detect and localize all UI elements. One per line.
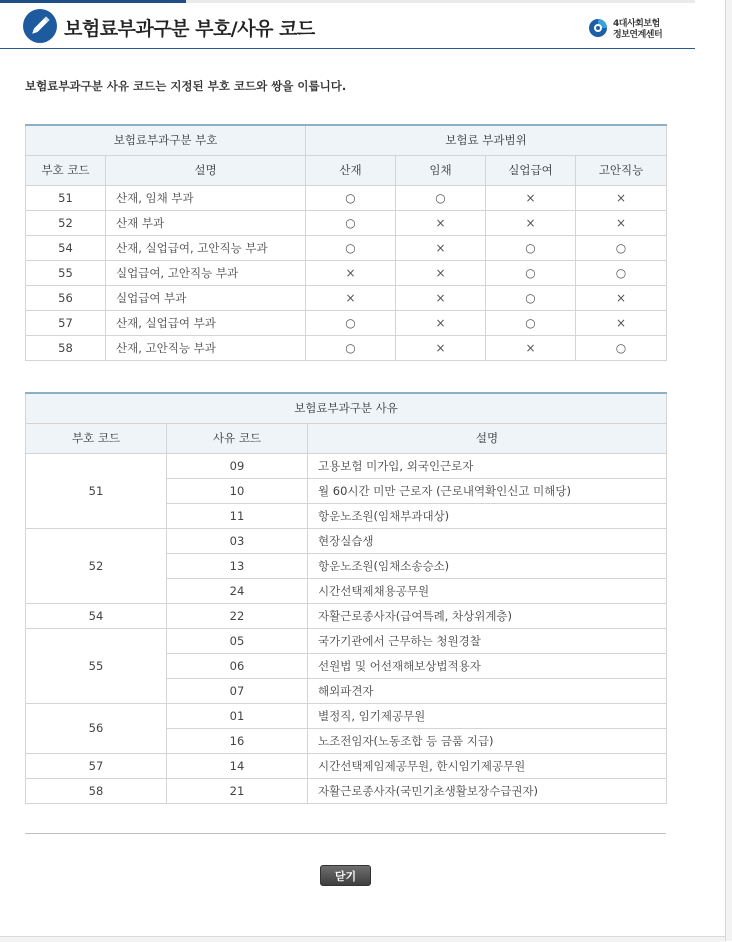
employment-stability-mark: ○ (576, 235, 667, 260)
table-row (26, 528, 667, 553)
social-insurance-logo-icon (588, 18, 608, 38)
employment-stability-mark: × (576, 210, 667, 235)
code-cell: 54 (26, 235, 106, 260)
reason-code-cell: 21 (167, 778, 308, 803)
sanjae-mark: ○ (306, 235, 396, 260)
desc-cell: 노조전임자(노동조합 등 금품 지급) (308, 728, 667, 753)
col-header-desc: 설명 (106, 155, 306, 185)
imchae-mark: × (396, 285, 486, 310)
reason-code-cell: 13 (167, 553, 308, 578)
employment-stability-mark: ○ (576, 335, 667, 360)
table-row (26, 210, 667, 235)
reason-table (25, 392, 667, 804)
imchae-mark: × (396, 310, 486, 335)
table-row (26, 285, 667, 310)
table-row (26, 778, 667, 803)
sanjae-mark: ○ (306, 185, 396, 210)
unemployment-mark: × (486, 210, 576, 235)
col-header-imchae: 임채 (396, 155, 486, 185)
coverage-group-header: 보험료 부과범위 (306, 125, 667, 155)
close-button[interactable]: 닫기 (320, 865, 371, 886)
reason-code-cell: 05 (167, 628, 308, 653)
col-header-reason-code: 사유 코드 (167, 423, 308, 453)
unemployment-mark: × (486, 185, 576, 210)
imchae-mark: × (396, 235, 486, 260)
employment-stability-mark: × (576, 310, 667, 335)
col-header-unemployment: 실업급여 (486, 155, 576, 185)
unemployment-mark: ○ (486, 235, 576, 260)
pencil-icon (23, 9, 57, 43)
imchae-mark: ○ (396, 185, 486, 210)
col-header-code: 부호 코드 (26, 423, 167, 453)
reason-code-cell: 06 (167, 653, 308, 678)
desc-cell: 별정직, 임기제공무원 (308, 703, 667, 728)
table-row (26, 603, 667, 628)
reason-code-cell: 16 (167, 728, 308, 753)
code-cell: 57 (26, 310, 106, 335)
reason-code-cell: 11 (167, 503, 308, 528)
desc-cell: 현장실습생 (308, 528, 667, 553)
sanjae-mark: ○ (306, 310, 396, 335)
desc-cell: 산재, 실업급여, 고안직능 부과 (106, 235, 306, 260)
table-row (26, 335, 667, 360)
divider (25, 833, 666, 834)
imchae-mark: × (396, 210, 486, 235)
employment-stability-mark: × (576, 285, 667, 310)
employment-stability-mark: ○ (576, 260, 667, 285)
col-header-desc: 설명 (308, 423, 667, 453)
code-cell: 51 (26, 453, 167, 528)
imchae-mark: × (396, 335, 486, 360)
desc-cell: 산재 부과 (106, 210, 306, 235)
reason-code-cell: 24 (167, 578, 308, 603)
desc-cell: 해외파견자 (308, 678, 667, 703)
logo-text-line2: 정보연계센터 (613, 30, 663, 40)
desc-cell: 자활근로종사자(국민기초생활보장수급권자) (308, 778, 667, 803)
desc-cell: 산재, 고안직능 부과 (106, 335, 306, 360)
intro-text: 보험료부과구분 사유 코드는 지정된 부호 코드와 쌍을 이룹니다. (25, 79, 347, 93)
code-cell: 52 (26, 210, 106, 235)
desc-cell: 자활근로종사자(급여특례, 차상위계층) (308, 603, 667, 628)
desc-cell: 실업급여, 고안직능 부과 (106, 260, 306, 285)
social-insurance-logo (588, 16, 668, 40)
sanjae-mark: × (306, 285, 396, 310)
code-cell: 52 (26, 528, 167, 603)
desc-cell: 시간선택제채용공무원 (308, 578, 667, 603)
reason-code-cell: 22 (167, 603, 308, 628)
reason-code-cell: 07 (167, 678, 308, 703)
desc-cell: 월 60시간 미만 근로자 (근로내역확인신고 미해당) (308, 478, 667, 503)
code-cell: 58 (26, 335, 106, 360)
reason-table-title: 보험료부과구분 사유 (26, 393, 667, 423)
code-cell: 55 (26, 260, 106, 285)
table-row (26, 235, 667, 260)
desc-cell: 국가기관에서 근무하는 청원경찰 (308, 628, 667, 653)
logo-text-line1: 4대사회보험 (613, 19, 660, 29)
table-row (26, 628, 667, 653)
table-row (26, 703, 667, 728)
page-header (0, 3, 695, 49)
desc-cell: 산재, 실업급여 부과 (106, 310, 306, 335)
table-row (26, 310, 667, 335)
col-header-code: 부호 코드 (26, 155, 106, 185)
sanjae-mark: × (306, 260, 396, 285)
imchae-mark: × (396, 260, 486, 285)
desc-cell: 항운노조원(임채소송승소) (308, 553, 667, 578)
reason-code-cell: 01 (167, 703, 308, 728)
col-header-employment-stability: 고안직능 (576, 155, 667, 185)
code-cell: 58 (26, 778, 167, 803)
desc-cell: 고용보험 미가입, 외국인근로자 (308, 453, 667, 478)
desc-cell: 산재, 임채 부과 (106, 185, 306, 210)
code-table-group-header: 보험료부과구분 부호 (26, 125, 306, 155)
desc-cell: 선원법 및 어선재해보상법적용자 (308, 653, 667, 678)
code-cell: 56 (26, 703, 167, 753)
code-cell: 54 (26, 603, 167, 628)
code-cell: 56 (26, 285, 106, 310)
desc-cell: 실업급여 부과 (106, 285, 306, 310)
reason-code-cell: 09 (167, 453, 308, 478)
reason-code-cell: 10 (167, 478, 308, 503)
desc-cell: 시간선택제임제공무원, 한시임기제공무원 (308, 753, 667, 778)
code-cell: 51 (26, 185, 106, 210)
table-row (26, 753, 667, 778)
employment-stability-mark: × (576, 185, 667, 210)
sanjae-mark: ○ (306, 335, 396, 360)
table-row (26, 260, 667, 285)
reason-code-cell: 03 (167, 528, 308, 553)
table-row (26, 185, 667, 210)
table-row (26, 453, 667, 478)
reason-code-cell: 14 (167, 753, 308, 778)
unemployment-mark: ○ (486, 260, 576, 285)
unemployment-mark: ○ (486, 285, 576, 310)
page-title: 보험료부과구분 부호/사유 코드 (64, 18, 315, 40)
desc-cell: 항운노조원(임채부과대상) (308, 503, 667, 528)
unemployment-mark: ○ (486, 310, 576, 335)
unemployment-mark: × (486, 335, 576, 360)
scrollbar-edge (725, 0, 732, 941)
sanjae-mark: ○ (306, 210, 396, 235)
code-cell: 57 (26, 753, 167, 778)
bottom-edge (0, 936, 725, 942)
code-cell: 55 (26, 628, 167, 703)
code-table (25, 124, 667, 361)
col-header-sanjae: 산재 (306, 155, 396, 185)
